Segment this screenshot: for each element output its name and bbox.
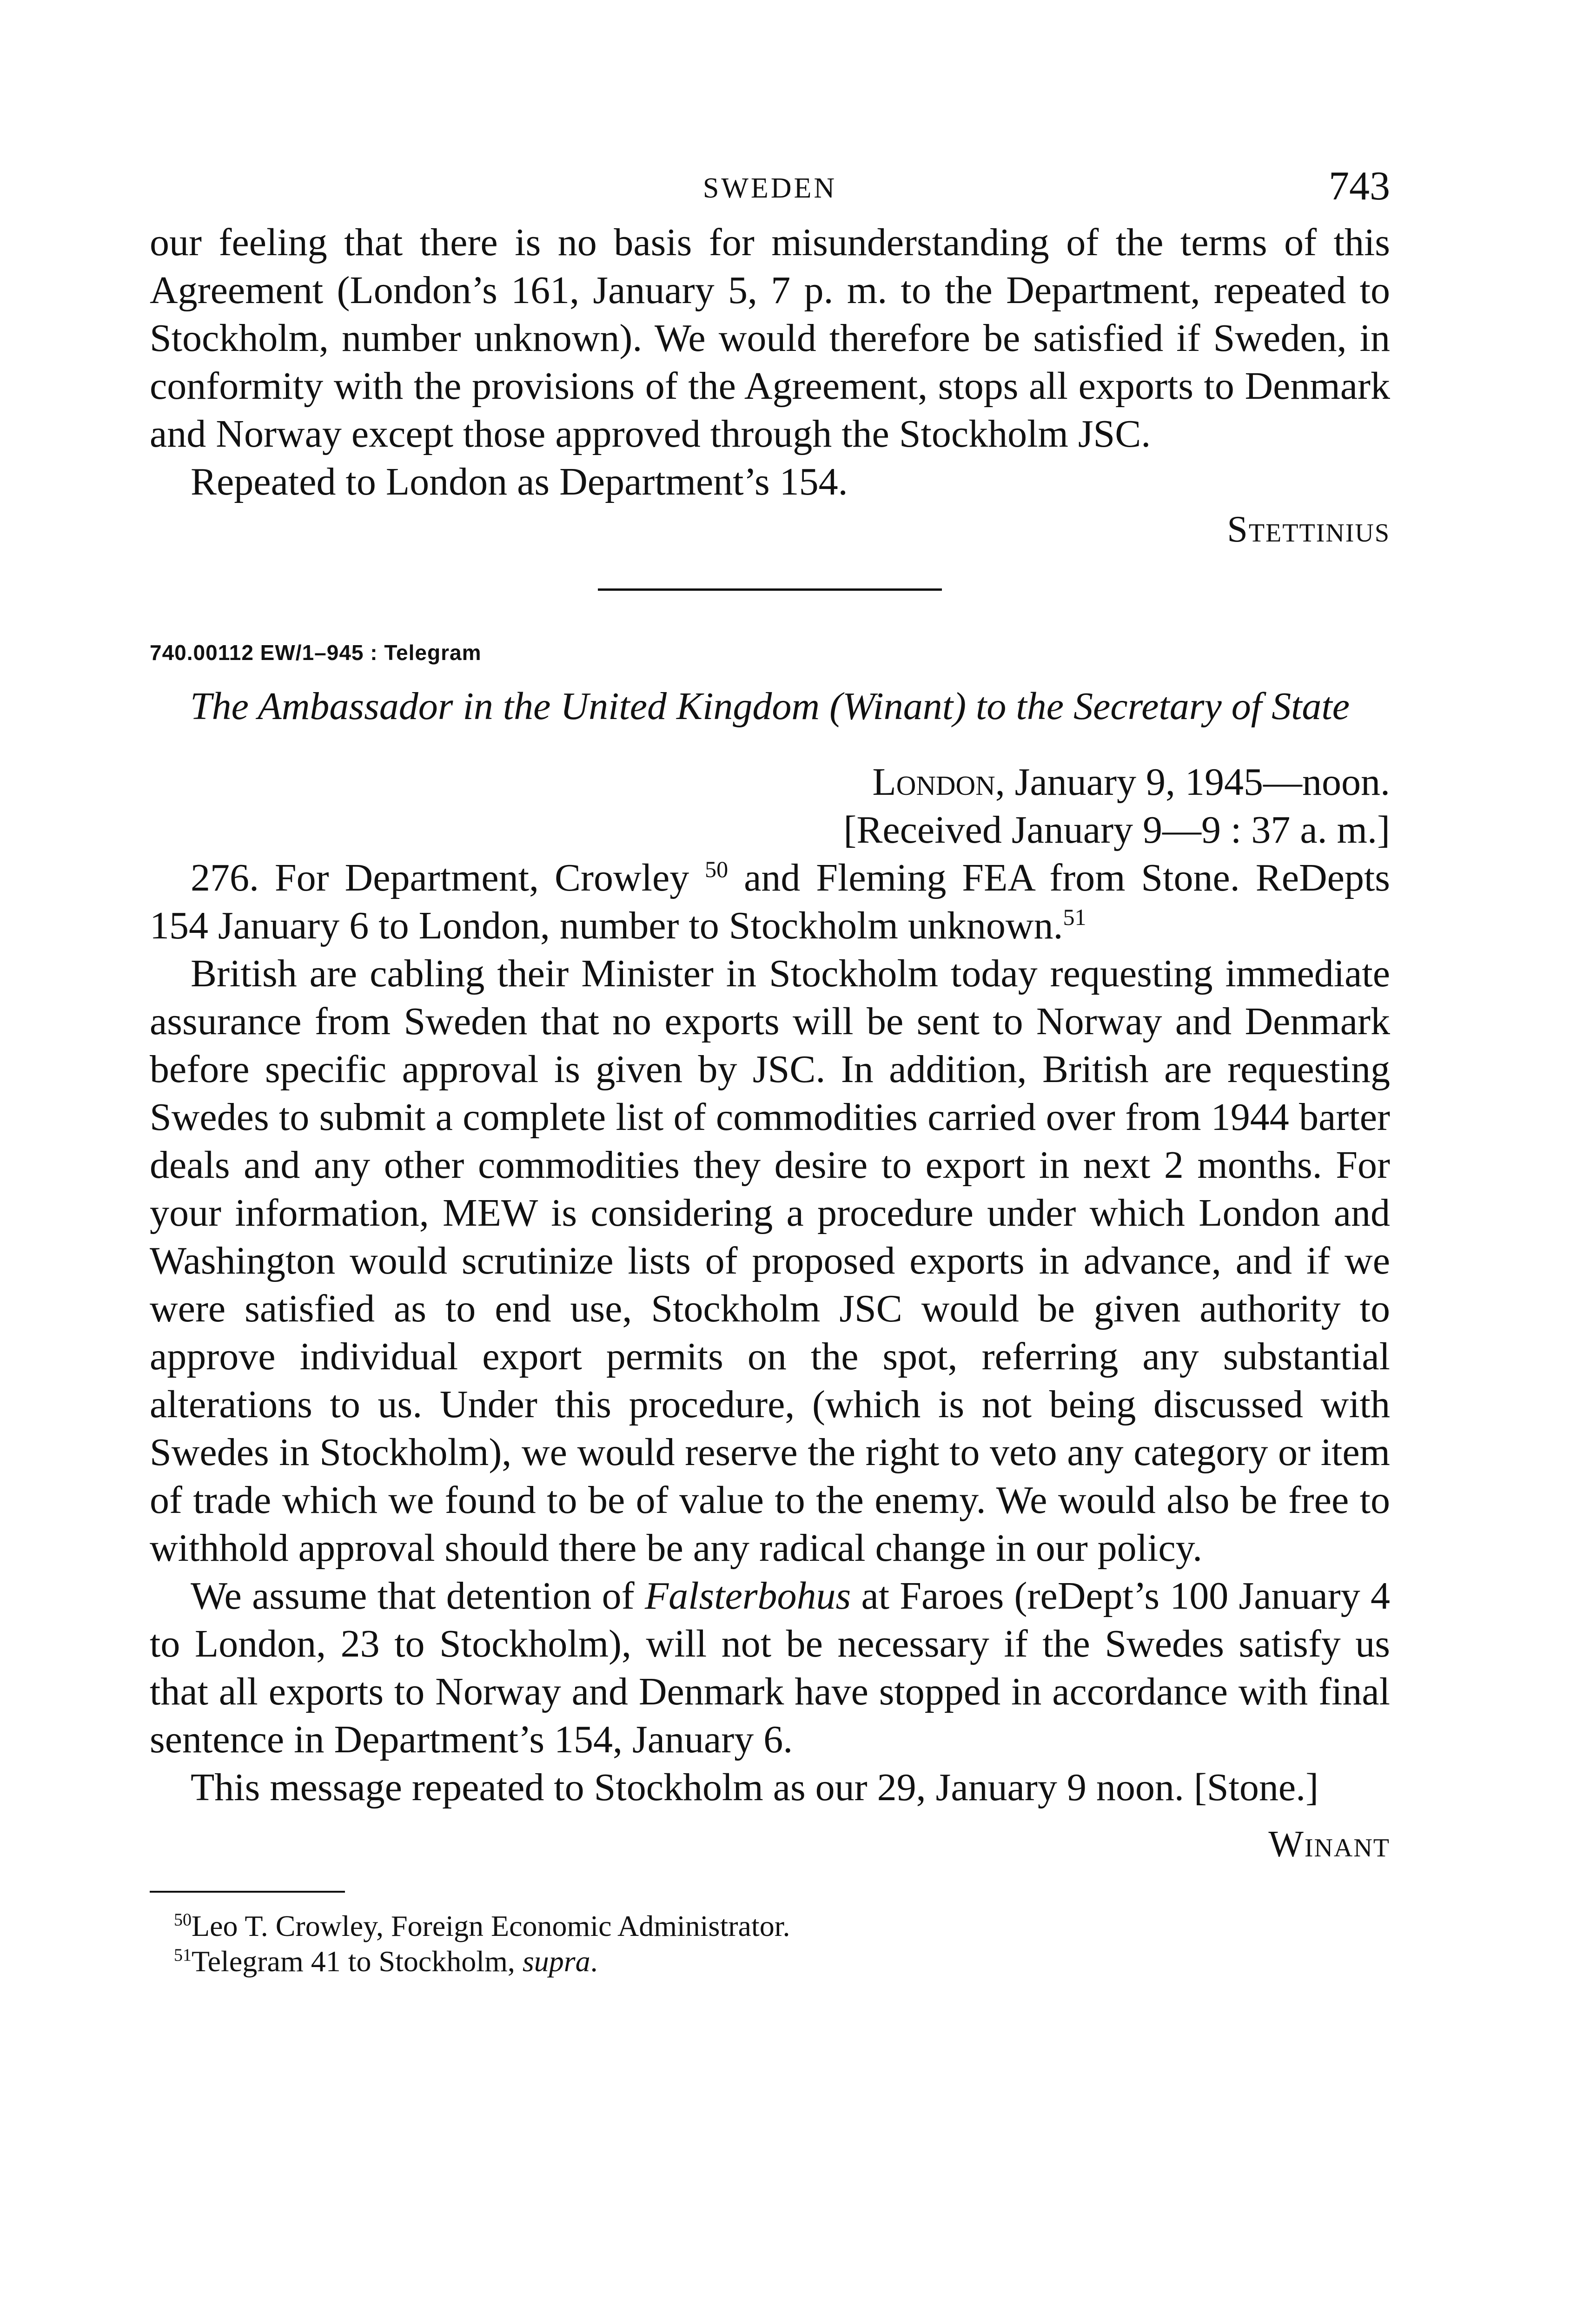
footnote-ref-51: 51 bbox=[1063, 904, 1086, 930]
document-page bbox=[150, 163, 1390, 1979]
footnote-text-50: Leo T. Crowley, Foreign Economic Administrator. bbox=[192, 1909, 790, 1942]
section-divider bbox=[598, 588, 942, 591]
dateline bbox=[150, 758, 1390, 806]
document-heading: The Ambassador in the United Kingdom (Winant) to the Secretary of State bbox=[190, 685, 1350, 728]
footnote-ref-50: 50 bbox=[705, 856, 729, 882]
paragraph-3-text-b: at Faroes (reDept’s 100 January 4 to London, 23 to Stockholm), will not be necessary if the Swedes satisfy us that all exports to Norway and Denmark have stopped in accordance with final sentence in Department’s 154, January 6. bbox=[150, 1574, 1390, 1761]
footnote-50 bbox=[150, 1908, 1390, 1944]
paragraph-2: British are cabling their Minister in Stockholm today requesting immediate assurance from Sweden that no exports will be sent to Norway and Denmark before specific approval is given by JSC. In addition, British are requesting Swedes to submit a complete list of commodities carried over from 1944 barter deals and any other commodities they desire to export in next 2 months. For your information, MEW is considering a procedure under which London and Washington would scrutinize lists of proposed exports in advance, and if we were satisfied as to end use, Stockholm JSC would be given authority to approve individual export permits on the spot, referring any substantial alterations to us. Under this procedure, (which is not being discussed with Swedes in Stockholm), we would reserve the right to veto any category or item of trade which we found to be of value to the enemy. We would also be free to withhold approval should there be any radical change in our policy. bbox=[150, 952, 1390, 1570]
repeat-line: Repeated to London as Department’s 154. bbox=[191, 460, 848, 503]
running-head bbox=[150, 163, 1390, 218]
paragraph-4: This message repeated to Stockholm as our 29, January 9 noon. [Stone.] bbox=[191, 1766, 1319, 1809]
signature-winant: Winant bbox=[1268, 1824, 1390, 1865]
footnote-mark-50: 50 bbox=[174, 1910, 192, 1930]
page-number: 743 bbox=[1329, 164, 1390, 209]
paragraph-3 bbox=[150, 1572, 1390, 1763]
received-line: [Received January 9—9 : 37 a. m.] bbox=[843, 808, 1390, 852]
paragraph-3-text-a: We assume that detention of bbox=[191, 1574, 645, 1618]
footnote-rule bbox=[150, 1891, 345, 1893]
paragraph-1 bbox=[150, 854, 1390, 950]
signature-stettinius: Stettinius bbox=[1227, 509, 1390, 550]
paragraph-1-text-b: and Fleming FEA from Stone. ReDepts 154 January 6 to London, number to Stockholm unknown. bbox=[150, 856, 1390, 947]
footnote-text-51-italic: supra bbox=[522, 1945, 590, 1978]
running-title: SWEDEN bbox=[702, 172, 837, 204]
footnote-mark-51: 51 bbox=[174, 1945, 192, 1965]
ship-name: Falsterbohus bbox=[644, 1574, 851, 1618]
file-reference: 740.00112 EW/1–945 : Telegram bbox=[150, 640, 482, 665]
footnote-text-51-b: . bbox=[590, 1945, 598, 1978]
footnotes bbox=[150, 1908, 1390, 1979]
paragraph-1-text-a: 276. For Department, Crowley bbox=[191, 856, 705, 899]
continuation-paragraph: our feeling that there is no basis for misunderstanding of the terms of this Agreement (London’s 161, January 5, 7 p. m. to the Department, repeated to Stockholm, number unknown). We would therefore be satisfied if Sweden, in conformity with the provisions of the Agreement, stops all exports to Denmark and Norway except those approved through the Stockholm JSC. bbox=[150, 221, 1390, 456]
dateline-place: London, bbox=[872, 760, 1005, 804]
footnote-51 bbox=[150, 1944, 1390, 1979]
continued-telegram bbox=[150, 218, 1390, 554]
telegram-body bbox=[150, 758, 1390, 1868]
dateline-date: January 9, 1945—noon. bbox=[1005, 760, 1390, 804]
footnote-text-51-a: Telegram 41 to Stockholm, bbox=[192, 1945, 523, 1978]
